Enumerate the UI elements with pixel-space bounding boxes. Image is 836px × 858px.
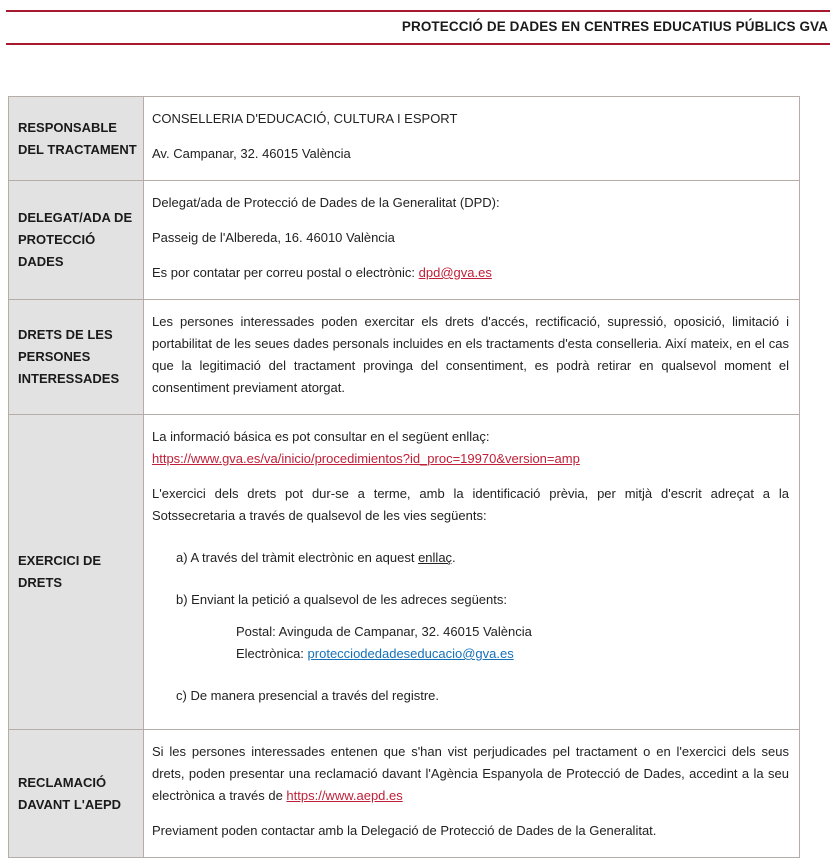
table-row-responsable <box>9 97 800 181</box>
exercise-paragraph: L'exercici dels drets pot dur-se a terme, amb la identificació prèvia, per mitjà d'escrit adreçat a la Sotssecretaria a través de qualsevol de les vies següents: <box>152 486 789 523</box>
aepd-link[interactable]: https://www.aepd.es <box>286 788 403 803</box>
rights-paragraph: Les persones interessades poden exercitar els drets d'accés, rectificació, supressió, oposició, limitació i portabilitat de les seues dades personals incluides en els tractaments d'esta conselleria. Així mateix, en el cas que la legitimació del tractament provinga del consentiment, es podrà retirar en qualsevol moment el consentiment previament atorgat. <box>152 314 789 395</box>
electronic-label: Electrònica: <box>236 646 308 661</box>
address-block <box>236 621 789 665</box>
row-content-exercici <box>144 415 800 730</box>
table-row-drets <box>9 300 800 415</box>
table-row-reclamacio <box>9 730 800 858</box>
dpd-contact-line <box>152 262 789 284</box>
dpd-contact-text: Es por contatar per correu postal o electrònic: <box>152 265 419 280</box>
page-title: PROTECCIÓ DE DADES EN CENTRES EDUCATIUS PÚBLICS GVA <box>401 19 828 34</box>
option-a-text: a) A través del tràmit electrònic en aquest <box>176 550 419 565</box>
row-content-delegat <box>144 181 800 300</box>
row-content-responsable <box>144 97 800 181</box>
proteccio-email-link[interactable]: protecciodedadeseducacio@gva.es <box>307 646 514 661</box>
table-row-delegat <box>9 181 800 300</box>
electronic-address-line <box>236 643 789 665</box>
exercise-intro-text: La informació básica es pot consultar en el següent enllaç: <box>152 429 490 444</box>
row-content-reclamacio <box>144 730 800 858</box>
option-a-period: . <box>452 550 456 565</box>
document-header <box>6 10 830 45</box>
dpd-title: Delegat/ada de Protecció de Dades de la Generalitat (DPD): <box>152 195 500 210</box>
claim-paragraph <box>152 741 789 807</box>
dpd-address: Passeig de l'Albereda, 16. 46010 València <box>152 230 395 245</box>
organization-name: CONSELLERIA D'EDUCACIÓ, CULTURA I ESPORT <box>152 111 458 126</box>
claim-paragraph-text: Si les persones interessades entenen que s'han vist perjudicades pel tractament o en l'exercici dels seus drets, poden presentar una reclamació davant l'Agència Espanyola de Protecció de Dades, accedint a la seu electrònica a través de <box>152 744 789 803</box>
row-content-drets <box>144 300 800 415</box>
postal-address-line: Postal: Avinguda de Campanar, 32. 46015 València <box>236 624 532 639</box>
privacy-info-table <box>8 96 800 858</box>
gva-procedure-link[interactable]: https://www.gva.es/va/inicio/procedimientos?id_proc=19970&version=amp <box>152 451 580 466</box>
header-rule-bottom <box>6 43 830 45</box>
exercise-intro <box>152 426 789 470</box>
row-label-delegat: DELEGAT/ADA DE PROTECCIÓ DADES <box>9 181 144 300</box>
option-b: b) Enviant la petició a qualsevol de les adreces següents: <box>176 592 507 607</box>
row-label-responsable: RESPONSABLE DEL TRACTAMENT <box>9 97 144 181</box>
table-row-exercici <box>9 415 800 730</box>
dpd-email-link[interactable]: dpd@gva.es <box>418 265 492 280</box>
tramit-enllac-link[interactable]: enllaç <box>418 550 453 565</box>
claim-paragraph-2: Previament poden contactar amb la Delegació de Protecció de Dades de la Generalitat. <box>152 823 657 838</box>
row-label-drets: DRETS DE LES PERSONES INTERESSADES <box>9 300 144 415</box>
row-label-reclamacio: RECLAMACIÓ DAVANT L'AEPD <box>9 730 144 858</box>
option-c: c) De manera presencial a través del registre. <box>176 688 440 703</box>
option-a <box>176 547 789 569</box>
organization-address: Av. Campanar, 32. 46015 València <box>152 146 351 161</box>
row-label-exercici: EXERCICI DE DRETS <box>9 415 144 730</box>
document <box>0 10 836 858</box>
